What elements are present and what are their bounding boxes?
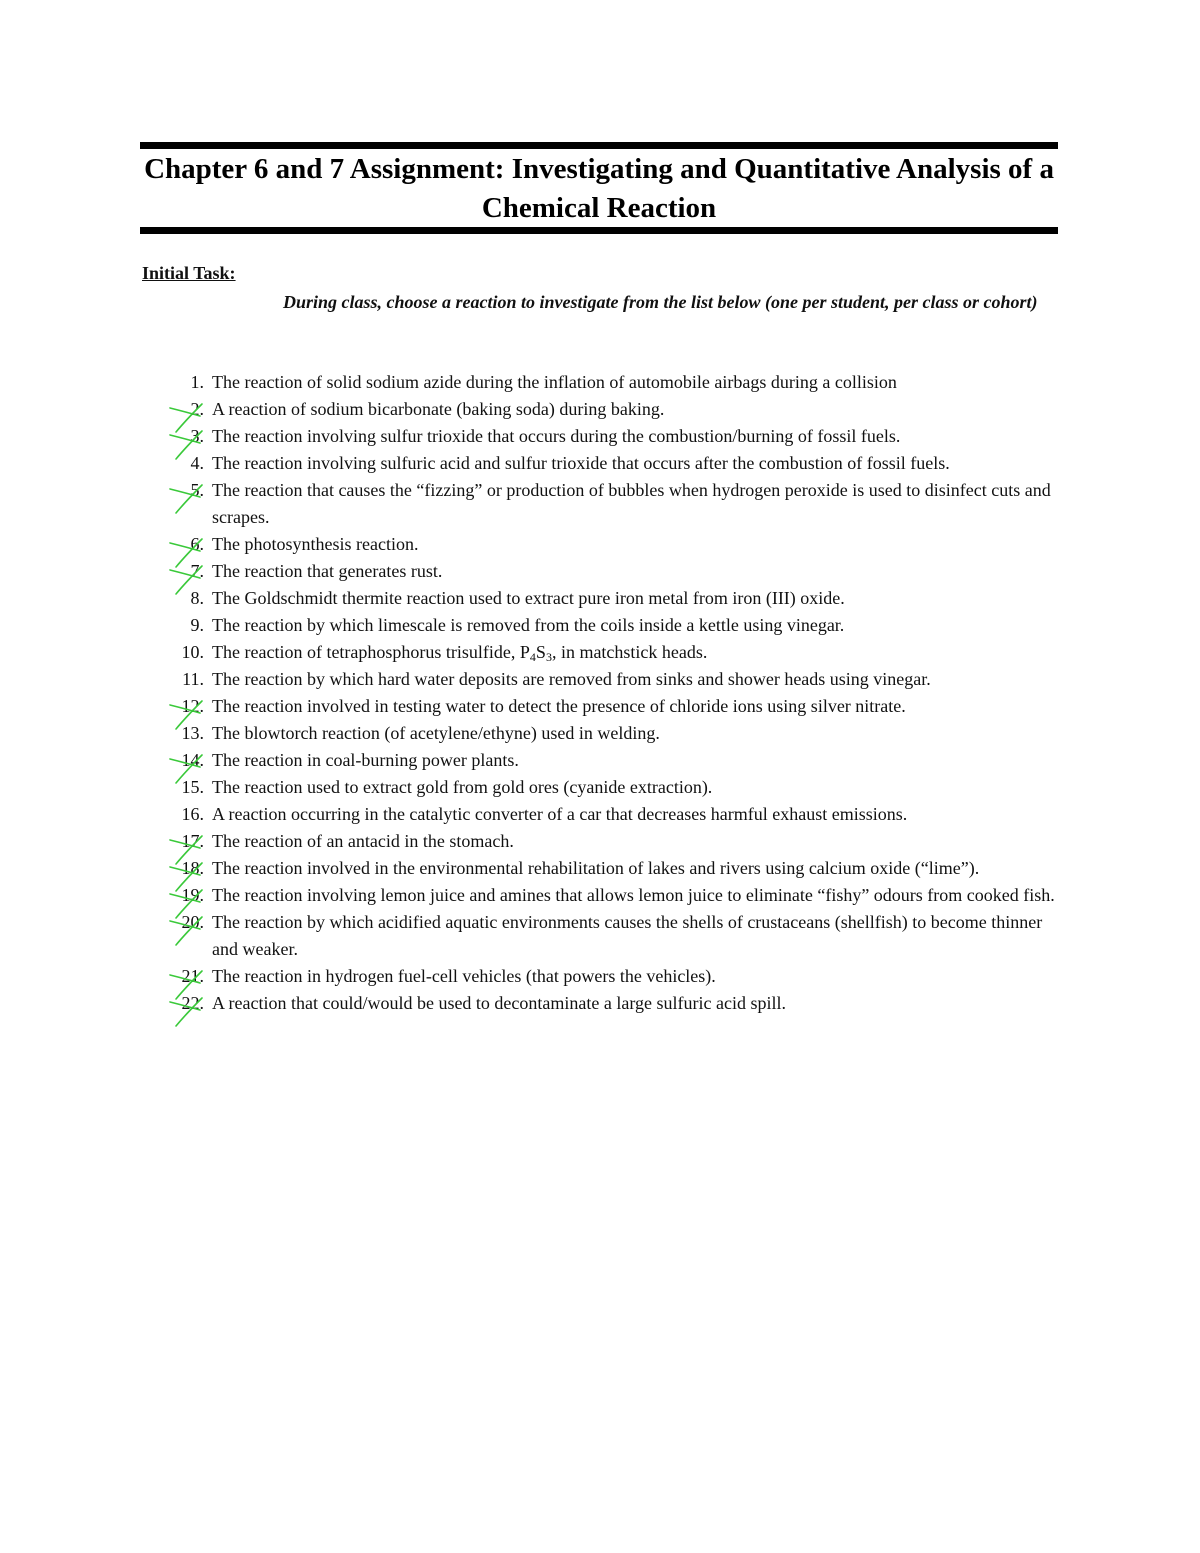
item-number-label: 21. <box>181 966 204 986</box>
item-number-label: 2. <box>190 399 204 419</box>
subscript: 4 <box>529 650 536 664</box>
item-number-label: 4. <box>190 453 204 473</box>
item-number-label: 11. <box>182 669 204 689</box>
item-text: The reaction involving lemon juice and amines that allows lemon juice to eliminate “fishy” odours from cooked fish. <box>212 885 1055 905</box>
item-text: The reaction that generates rust. <box>212 561 443 581</box>
item-number-label: 8. <box>190 588 204 608</box>
item-number <box>160 774 212 801</box>
item-number-label: 10. <box>181 642 204 662</box>
item-text: The reaction of an antacid in the stomach. <box>212 831 514 851</box>
list-item <box>160 747 1060 774</box>
item-number-label: 15. <box>181 777 204 797</box>
item-text: The blowtorch reaction (of acetylene/ethyne) used in welding. <box>212 723 660 743</box>
item-number-label: 13. <box>181 723 204 743</box>
list-item <box>160 450 1060 477</box>
list-item <box>160 963 1060 990</box>
list-item <box>160 369 1060 396</box>
title-rule-top <box>140 142 1058 149</box>
section-label: Initial Task: <box>142 263 236 283</box>
item-number <box>160 828 212 855</box>
item-number-label: 14. <box>181 750 204 770</box>
item-text-part: , in matchstick heads. <box>551 642 708 662</box>
list-item <box>160 882 1060 909</box>
item-number-label: 12. <box>181 696 204 716</box>
list-item <box>160 909 1060 963</box>
item-number-label: 7. <box>190 561 204 581</box>
item-text: A reaction of sodium bicarbonate (baking soda) during baking. <box>212 399 665 419</box>
item-number-label: 18. <box>181 858 204 878</box>
item-number <box>160 612 212 639</box>
reaction-list <box>160 369 1060 1017</box>
item-number <box>160 747 212 774</box>
item-text: The reaction in hydrogen fuel-cell vehicles (that powers the vehicles). <box>212 966 716 986</box>
item-text: The reaction by which limescale is removed from the coils inside a kettle using vinegar. <box>212 615 845 635</box>
item-number-label: 16. <box>181 804 204 824</box>
item-text-part: S <box>535 642 546 662</box>
item-number <box>160 693 212 720</box>
item-text: A reaction that could/would be used to decontaminate a large sulfuric acid spill. <box>212 993 786 1013</box>
list-item <box>160 828 1060 855</box>
item-text: The reaction that causes the “fizzing” or production of bubbles when hydrogen peroxide is used to disinfect cuts and scrapes. <box>212 480 1051 527</box>
item-number <box>160 477 212 504</box>
list-item <box>160 639 1060 666</box>
instruction-text: During class, choose a reaction to investigate from the list below (one per student, per class or cohort) <box>283 292 1038 312</box>
item-text-part: The reaction of tetraphosphorus trisulfide, P <box>212 642 530 662</box>
item-number <box>160 639 212 666</box>
item-number <box>160 423 212 450</box>
list-item <box>160 585 1060 612</box>
list-item <box>160 855 1060 882</box>
list-item <box>160 558 1060 585</box>
item-number-label: 20. <box>181 912 204 932</box>
item-number <box>160 450 212 477</box>
list-item <box>160 612 1060 639</box>
item-text: The reaction involving sulfuric acid and sulfur trioxide that occurs after the combustion of fossil fuels. <box>212 453 950 473</box>
list-item <box>160 396 1060 423</box>
list-item <box>160 477 1060 531</box>
list-item <box>160 774 1060 801</box>
list-item <box>160 531 1060 558</box>
item-number <box>160 585 212 612</box>
item-number-label: 6. <box>190 534 204 554</box>
item-number-label: 3. <box>190 426 204 446</box>
item-number <box>160 882 212 909</box>
item-number-label: 22. <box>181 993 204 1013</box>
item-text: The reaction used to extract gold from gold ores (cyanide extraction). <box>212 777 713 797</box>
item-number-label: 1. <box>190 372 204 392</box>
list-item <box>160 720 1060 747</box>
item-number <box>160 990 212 1017</box>
title-rule-bottom <box>140 227 1058 234</box>
item-number <box>160 720 212 747</box>
item-number <box>160 855 212 882</box>
item-text: The reaction of solid sodium azide during the inflation of automobile airbags during a collision <box>212 372 897 392</box>
document-title: Chapter 6 and 7 Assignment: Investigating and Quantitative Analysis of a Chemical Reaction <box>144 153 1054 224</box>
item-number <box>160 369 212 396</box>
item-text: The reaction involved in testing water to detect the presence of chloride ions using silver nitrate. <box>212 696 906 716</box>
item-text: The reaction involved in the environmental rehabilitation of lakes and rivers using calcium oxide (“lime”). <box>212 858 980 878</box>
list-item <box>160 801 1060 828</box>
item-text: The photosynthesis reaction. <box>212 534 419 554</box>
item-number <box>160 558 212 585</box>
item-text: The reaction by which acidified aquatic environments causes the shells of crustaceans (shellfish) to become thinner and weaker. <box>212 912 1043 959</box>
item-number-label: 9. <box>190 615 204 635</box>
item-number <box>160 531 212 558</box>
item-number <box>160 909 212 936</box>
item-text: The reaction in coal-burning power plants. <box>212 750 519 770</box>
item-number <box>160 396 212 423</box>
item-text: The reaction involving sulfur trioxide that occurs during the combustion/burning of fossil fuels. <box>212 426 901 446</box>
item-number <box>160 801 212 828</box>
item-text <box>212 639 1060 666</box>
item-number-label: 19. <box>181 885 204 905</box>
item-text: A reaction occurring in the catalytic converter of a car that decreases harmful exhaust emissions. <box>212 804 908 824</box>
list-item <box>160 666 1060 693</box>
list-item <box>160 423 1060 450</box>
subscript: 3 <box>545 650 552 664</box>
item-number-label: 5. <box>190 480 204 500</box>
item-number-label: 17. <box>181 831 204 851</box>
item-number <box>160 963 212 990</box>
item-text: The reaction by which hard water deposits are removed from sinks and shower heads using vinegar. <box>212 669 931 689</box>
item-text: The Goldschmidt thermite reaction used to extract pure iron metal from iron (III) oxide. <box>212 588 845 608</box>
list-item <box>160 990 1060 1017</box>
list-item <box>160 693 1060 720</box>
item-number <box>160 666 212 693</box>
